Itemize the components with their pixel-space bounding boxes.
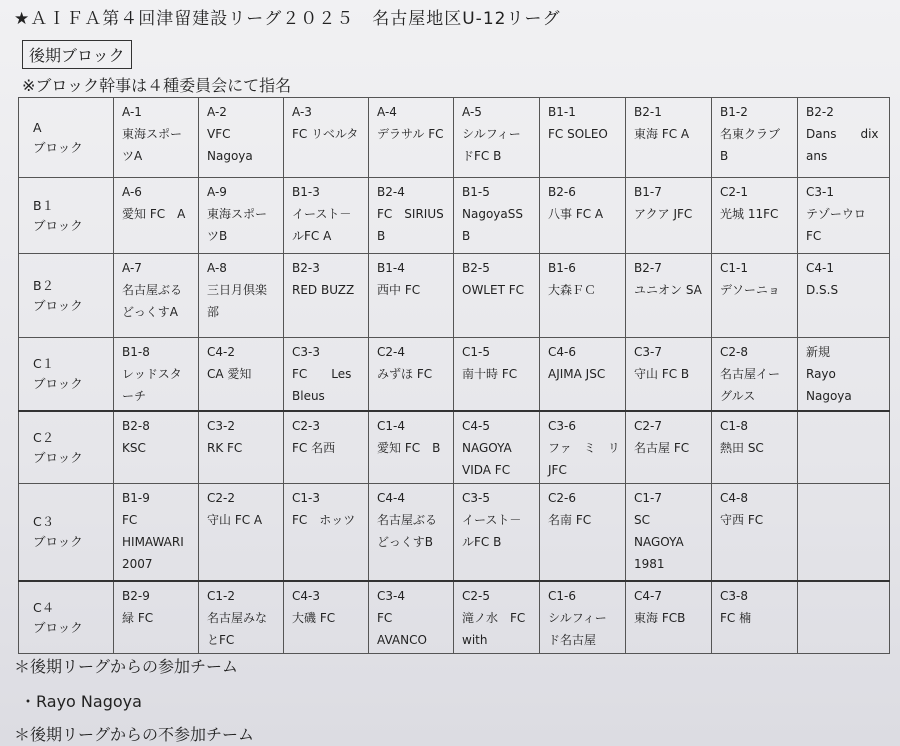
team-cell xyxy=(798,178,890,254)
team-cell xyxy=(284,98,369,178)
team-code: C3-1 xyxy=(806,185,834,199)
team-name: OWLET FC xyxy=(462,283,525,297)
team-name: 大森ＦＣ xyxy=(548,283,597,297)
team-code: C1-3 xyxy=(292,491,320,505)
block-name: C３ ブロック xyxy=(19,484,114,581)
team-code: C4-3 xyxy=(292,588,320,603)
team-cell xyxy=(626,484,712,581)
team-code: C2-1 xyxy=(720,185,748,199)
team-code: C1-7 xyxy=(634,491,662,505)
team-cell xyxy=(626,581,712,654)
team-cell xyxy=(284,581,369,654)
team-code: B1-2 xyxy=(720,105,748,119)
team-name: CA 愛知 xyxy=(207,367,252,381)
team-cell xyxy=(626,98,712,178)
team-cell xyxy=(626,411,712,484)
team-name: FC リベルタ xyxy=(292,127,359,141)
section-label: 後期ブロック xyxy=(22,40,132,69)
team-cell xyxy=(199,581,284,654)
team-code: C1-2 xyxy=(207,588,235,603)
team-code: A-8 xyxy=(207,261,227,275)
team-code: B2-6 xyxy=(548,185,576,199)
team-cell xyxy=(454,411,540,484)
team-code: B2-1 xyxy=(634,105,662,119)
team-name: Rayo Nagoya xyxy=(806,367,852,403)
team-cell xyxy=(454,178,540,254)
team-code: A-5 xyxy=(462,105,482,119)
team-cell xyxy=(540,581,626,654)
team-code: C3-2 xyxy=(207,418,235,433)
team-name: FC AVANCO xyxy=(377,610,427,647)
team-cell xyxy=(114,411,199,484)
team-code: B1-1 xyxy=(548,105,576,119)
team-cell xyxy=(626,254,712,338)
team-code: B2-7 xyxy=(634,261,662,275)
team-code: A-9 xyxy=(207,185,227,199)
team-cell xyxy=(199,411,284,484)
team-code: C4-1 xyxy=(806,261,834,275)
team-name: シルフィー ドFC B xyxy=(462,127,521,163)
team-cell xyxy=(199,484,284,581)
joining-team: ・Rayo Nagoya xyxy=(20,692,142,711)
team-name: 大磯 FC xyxy=(292,610,336,625)
team-code: A-2 xyxy=(207,105,227,119)
team-code: C2-3 xyxy=(292,418,320,433)
team-name: 名南 FC xyxy=(548,513,592,527)
team-name: 八事 FC A xyxy=(548,207,604,221)
team-cell xyxy=(798,411,890,484)
team-code: C3-7 xyxy=(634,345,662,359)
block-table xyxy=(18,97,890,654)
team-cell xyxy=(284,484,369,581)
team-cell xyxy=(712,178,798,254)
team-code: A-1 xyxy=(122,105,142,119)
team-name: 守山 FC B xyxy=(634,367,690,381)
block-name: B２ ブロック xyxy=(19,254,114,338)
team-code: C4-7 xyxy=(634,588,662,603)
team-cell xyxy=(199,98,284,178)
team-name: 名東クラブ B xyxy=(720,127,781,163)
block-row xyxy=(19,98,890,178)
team-code: A-4 xyxy=(377,105,397,119)
team-code: B2-8 xyxy=(122,418,150,433)
team-name: 東海スポー ツA xyxy=(122,127,183,163)
team-name: D.S.S xyxy=(806,283,839,297)
team-code: C1-6 xyxy=(548,588,576,603)
team-cell xyxy=(798,484,890,581)
team-name: 光城 11FC xyxy=(720,207,779,221)
block-row xyxy=(19,254,890,338)
team-name: レッドスタ ーチ xyxy=(122,367,182,403)
team-name: 名古屋ぶる どっくすB xyxy=(377,513,438,549)
team-code: C1-4 xyxy=(377,418,405,433)
team-cell xyxy=(199,254,284,338)
team-cell xyxy=(369,178,454,254)
team-code: B2-2 xyxy=(806,105,834,119)
team-cell xyxy=(284,178,369,254)
block-row xyxy=(19,338,890,411)
team-cell xyxy=(284,254,369,338)
team-cell xyxy=(369,581,454,654)
team-name: 西中 FC xyxy=(377,283,421,297)
team-code: B1-9 xyxy=(122,491,150,505)
team-cell xyxy=(454,484,540,581)
team-code: C1-8 xyxy=(720,418,748,433)
team-code: C1-1 xyxy=(720,261,748,275)
team-code: 新規 xyxy=(806,345,831,359)
team-cell xyxy=(284,411,369,484)
team-name: AJIMA JSC xyxy=(548,367,606,381)
team-name: イースト－ ルFC A xyxy=(292,207,352,243)
team-name: 名古屋みな とFC xyxy=(207,610,268,647)
joining-heading: ＊後期リーグからの参加チーム xyxy=(14,657,239,676)
team-name: 愛知 FC B xyxy=(377,440,441,455)
team-code: C2-8 xyxy=(720,345,748,359)
team-cell xyxy=(199,338,284,411)
team-cell xyxy=(114,484,199,581)
block-name: C４ ブロック xyxy=(19,581,114,654)
team-cell xyxy=(199,178,284,254)
block-row xyxy=(19,581,890,654)
team-name: KSC xyxy=(122,440,146,455)
team-code: C2-4 xyxy=(377,345,405,359)
team-name: VFC Nagoya xyxy=(207,127,253,163)
team-cell xyxy=(626,178,712,254)
team-code: B1-4 xyxy=(377,261,405,275)
team-code: C2-5 xyxy=(462,588,490,603)
team-cell xyxy=(369,338,454,411)
team-cell xyxy=(712,254,798,338)
team-name: ファ ミ リ JFC xyxy=(548,440,620,477)
team-code: C3-4 xyxy=(377,588,405,603)
team-code: B1-6 xyxy=(548,261,576,275)
team-code: C4-6 xyxy=(548,345,576,359)
team-code: C3-8 xyxy=(720,588,748,603)
team-name: NagoyaSS B xyxy=(462,207,523,243)
team-code: C4-5 xyxy=(462,418,490,433)
team-name: RED BUZZ xyxy=(292,283,355,297)
team-name: デラサル FC xyxy=(377,127,444,141)
page-title: ★ＡＩＦＡ第４回津留建設リーグ２０２５ 名古屋地区U-12リーグ xyxy=(14,9,561,29)
team-code: C2-6 xyxy=(548,491,576,505)
team-name: イースト－ ルFC B xyxy=(462,513,522,549)
team-cell xyxy=(712,98,798,178)
block-name: C２ ブロック xyxy=(19,411,114,484)
team-cell xyxy=(712,581,798,654)
team-name: ユニオン SA xyxy=(634,283,702,297)
team-name: 熱田 SC xyxy=(720,440,764,455)
team-code: B1-8 xyxy=(122,345,150,359)
team-code: C3-3 xyxy=(292,345,320,359)
team-name: NAGOYA VIDA FC xyxy=(462,440,512,477)
block-name: B１ ブロック xyxy=(19,178,114,254)
team-cell xyxy=(712,411,798,484)
team-cell xyxy=(540,254,626,338)
team-name: 名古屋ぶる どっくすA xyxy=(122,283,183,319)
leaving-heading: ＊後期リーグからの不参加チーム xyxy=(14,725,255,744)
team-name: 緑 FC xyxy=(122,610,154,625)
team-code: B2-3 xyxy=(292,261,320,275)
team-name: FC SIRIUS B xyxy=(377,207,444,243)
team-code: B2-9 xyxy=(122,588,150,603)
team-name: デソーニョ xyxy=(720,283,780,297)
team-name: 東海 FCB xyxy=(634,610,686,625)
team-name: 東海 FC A xyxy=(634,127,690,141)
team-cell xyxy=(798,98,890,178)
team-name: テゾーウロ FC xyxy=(806,207,866,243)
team-code: A-3 xyxy=(292,105,312,119)
block-row xyxy=(19,411,890,484)
team-cell xyxy=(369,411,454,484)
team-cell xyxy=(114,178,199,254)
team-name: FC HIMAWARI 2007 xyxy=(122,513,184,571)
team-name: SC NAGOYA 1981 xyxy=(634,513,684,571)
team-cell xyxy=(454,338,540,411)
team-code: C4-8 xyxy=(720,491,748,505)
block-row xyxy=(19,178,890,254)
team-cell xyxy=(626,338,712,411)
team-name: みずほ FC xyxy=(377,367,433,381)
team-cell xyxy=(712,484,798,581)
team-cell xyxy=(798,254,890,338)
team-cell xyxy=(114,254,199,338)
team-code: C2-2 xyxy=(207,491,235,505)
team-cell xyxy=(798,338,890,411)
team-name: 名古屋イー グルス xyxy=(720,367,781,403)
team-cell xyxy=(454,98,540,178)
team-code: C2-7 xyxy=(634,418,662,433)
team-code: C1-5 xyxy=(462,345,490,359)
team-cell xyxy=(114,98,199,178)
team-name: 守山 FC A xyxy=(207,513,263,527)
team-code: C3-5 xyxy=(462,491,490,505)
team-code: B1-3 xyxy=(292,185,320,199)
team-cell xyxy=(540,98,626,178)
team-cell xyxy=(454,581,540,654)
team-cell xyxy=(540,411,626,484)
team-code: B2-4 xyxy=(377,185,405,199)
team-name: FC ホッツ xyxy=(292,513,356,527)
team-name: RK FC xyxy=(207,440,243,455)
team-code: A-6 xyxy=(122,185,142,199)
team-cell xyxy=(369,254,454,338)
team-name: FC Les Bleus xyxy=(292,367,352,403)
team-cell xyxy=(284,338,369,411)
team-name: 守西 FC xyxy=(720,513,764,527)
team-name: FC 名西 xyxy=(292,440,336,455)
team-cell xyxy=(369,98,454,178)
team-name: 名古屋 FC xyxy=(634,440,690,455)
team-name: 三日月倶楽 部 xyxy=(207,283,268,319)
team-cell xyxy=(712,338,798,411)
team-code: C4-4 xyxy=(377,491,405,505)
team-code: C3-6 xyxy=(548,418,576,433)
team-name: シルフィー ド名古屋 xyxy=(548,610,607,647)
team-cell xyxy=(114,581,199,654)
team-code: A-7 xyxy=(122,261,142,275)
organizer-note: ※ブロック幹事は４種委員会にて指名 xyxy=(22,76,292,95)
team-name: FC 楠 xyxy=(720,610,752,625)
block-name: C１ ブロック xyxy=(19,338,114,411)
team-code: B1-5 xyxy=(462,185,490,199)
team-cell xyxy=(540,338,626,411)
team-name: 愛知 FC A xyxy=(122,207,186,221)
team-cell xyxy=(540,484,626,581)
team-code: C4-2 xyxy=(207,345,235,359)
team-name: アクア JFC xyxy=(634,207,693,221)
block-row xyxy=(19,484,890,581)
team-cell xyxy=(540,178,626,254)
team-cell xyxy=(114,338,199,411)
team-code: B1-7 xyxy=(634,185,662,199)
team-name: Dans dix ans xyxy=(806,127,879,163)
block-name: A ブロック xyxy=(19,98,114,178)
team-name: 滝ノ水 FC with xyxy=(462,610,526,647)
team-name: 南十時 FC xyxy=(462,367,518,381)
team-name: 東海スポー ツB xyxy=(207,207,268,243)
team-cell xyxy=(454,254,540,338)
team-cell xyxy=(369,484,454,581)
team-cell xyxy=(798,581,890,654)
team-name: FC SOLEO xyxy=(548,127,608,141)
team-code: B2-5 xyxy=(462,261,490,275)
